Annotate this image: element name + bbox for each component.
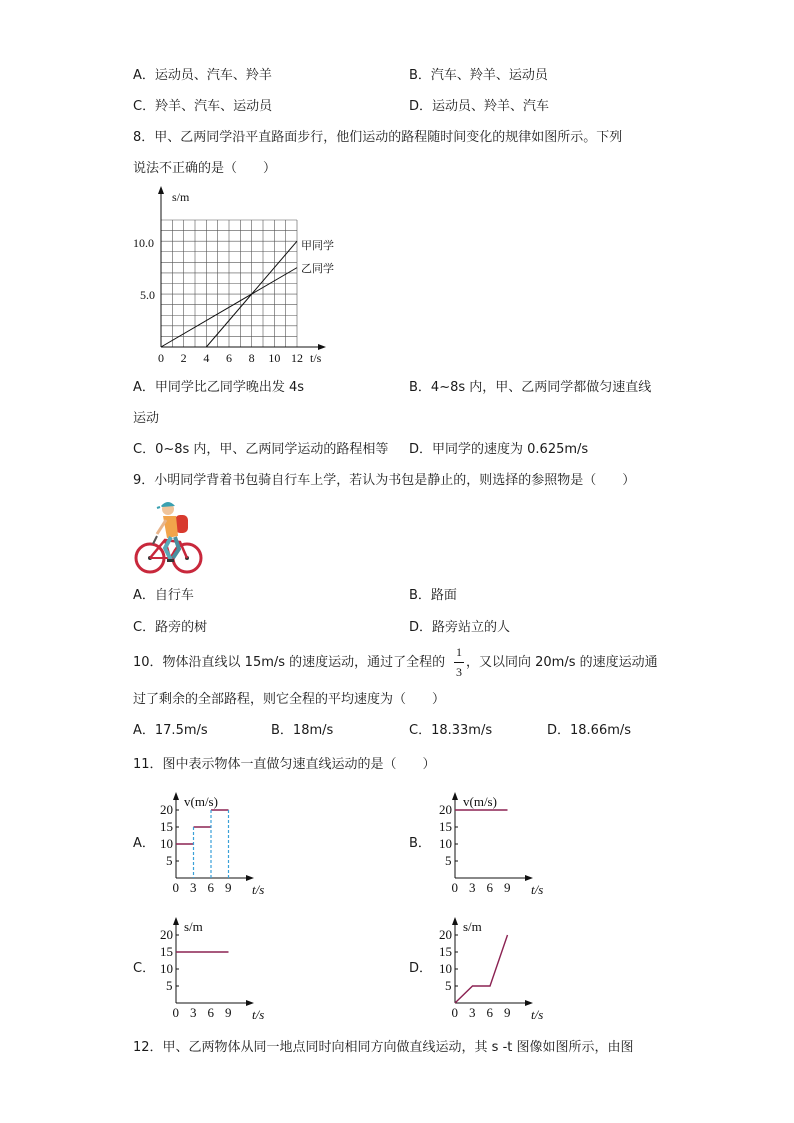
q11-d-ytick-label: 10 (439, 961, 452, 976)
q10-option-a: A．17.5m/s (133, 723, 208, 738)
q9-option-b: B．路面 (409, 588, 457, 603)
q11-b-xtick-label: 3 (469, 880, 476, 895)
q11-d-x-arrow (525, 1000, 533, 1006)
q11-a-ytick-label: 15 (160, 819, 173, 834)
q8-xtick-label: 10 (268, 351, 281, 365)
q11-c-xtick-label: 3 (190, 1005, 197, 1020)
q11-b-x-arrow (525, 875, 533, 881)
q8-legend-jia: 甲同学 (301, 239, 334, 252)
q9-stem: 9．小明同学背着书包骑自行车上学，若认为书包是静止的，则选择的参照物是（ ） (133, 473, 636, 488)
q10-stem-line1-b: ，又以同向 20m/s 的速度运动通 (466, 655, 658, 670)
q10-option-b: B．18m/s (271, 723, 334, 738)
q11-d-ytick-label: 15 (439, 944, 452, 959)
q7-option-b: B．汽车、羚羊、运动员 (409, 68, 548, 83)
q11-c-ylabel: s/m (184, 919, 203, 934)
q11-label-b: B． (409, 836, 431, 851)
q9-option-c: C．路旁的树 (133, 620, 208, 635)
q11-c-ytick-label: 10 (160, 961, 173, 976)
q11-b-ylabel: v(m/s) (463, 794, 497, 809)
q8-ytick-5: 5.0 (140, 288, 155, 302)
q11-label-d: D． (409, 961, 433, 976)
q11-b-y-arrow (452, 792, 458, 800)
q11-b-ytick-label: 10 (439, 836, 452, 851)
q11-a-x-arrow (246, 875, 254, 881)
q8-xtick-label: 4 (203, 351, 210, 365)
q11-label-c: C． (133, 961, 156, 976)
q11-c-xtick-label: 0 (172, 1005, 179, 1020)
q8-xtick-label: 2 (180, 351, 187, 365)
q11-d-xtick-label: 3 (469, 1005, 476, 1020)
q9-option-a: A．自行车 (133, 588, 194, 603)
q11-c-xtick-label: 9 (225, 1005, 232, 1020)
q11-c-ytick-label: 5 (166, 978, 173, 993)
q12-stem: 12．甲、乙两物体从同一地点同时向相同方向做直线运动，其 s -t 图像如图所示，由图 (133, 1040, 634, 1055)
q11-a-xtick-label: 9 (225, 880, 232, 895)
q11-a-xtick-label: 3 (190, 880, 197, 895)
q10-fraction-denominator: 3 (456, 665, 462, 679)
q11-graph-d (439, 917, 543, 1022)
q11-d-xlabel: t/s (531, 1007, 544, 1022)
q11-b-ytick-label: 5 (445, 853, 452, 868)
q11-b-ytick-label: 15 (439, 819, 452, 834)
q11-d-xtick-label: 6 (486, 1005, 493, 1020)
q8-ytick-10: 10.0 (133, 236, 154, 250)
q8-option-b: B．4~8s 内，甲、乙两同学都做匀速直线 (409, 380, 652, 395)
q11-a-ytick-label: 10 (160, 836, 173, 851)
q8-stem-line2: 说法不正确的是（ ） (133, 161, 277, 176)
q11-stem: 11．图中表示物体一直做匀速直线运动的是（ ） (133, 757, 436, 772)
q11-graph-a (160, 792, 264, 897)
q10-option-c: C．18.33m/s (409, 723, 493, 738)
q11-c-y-arrow (173, 917, 179, 925)
q8-xtick-label: 6 (226, 351, 232, 365)
q11-a-y-arrow (173, 792, 179, 800)
q7-option-a: A．运动员、汽车、羚羊 (133, 68, 272, 83)
q10-fraction-numerator: 1 (456, 645, 462, 659)
q11-a-xlabel: t/s (252, 882, 265, 897)
q8-option-b-cont: 运动 (133, 411, 160, 426)
q11-d-xtick-label: 0 (451, 1005, 458, 1020)
q11-d-series-line (455, 935, 508, 1003)
q11-c-xtick-label: 6 (207, 1005, 214, 1020)
q11-a-ytick-label: 5 (166, 853, 173, 868)
q8-ylabel: s/m (172, 190, 190, 204)
q11-c-x-arrow (246, 1000, 254, 1006)
q8-legend-yi: 乙同学 (301, 262, 334, 275)
q11-d-y-arrow (452, 917, 458, 925)
q11-d-ytick-label: 20 (439, 927, 452, 942)
q11-c-xlabel: t/s (252, 1007, 265, 1022)
q11-c-ytick-label: 15 (160, 944, 173, 959)
q7-option-c: C．羚羊、汽车、运动员 (133, 99, 273, 114)
q11-a-xtick-label: 6 (207, 880, 214, 895)
q11-b-xtick-label: 0 (451, 880, 458, 895)
q11-b-xtick-label: 6 (486, 880, 493, 895)
q10-stem-line1-a: 10．物体沿直线以 15m/s 的速度运动，通过了全程的 (133, 655, 446, 670)
q11-d-ytick-label: 5 (445, 978, 452, 993)
q11-graph-c (160, 917, 264, 1022)
q11-d-ylabel: s/m (463, 919, 482, 934)
q11-b-xtick-label: 9 (504, 880, 511, 895)
q11-a-xtick-label: 0 (172, 880, 179, 895)
q10-option-d: D．18.66m/s (547, 723, 632, 738)
q9-option-d: D．路旁站立的人 (409, 620, 511, 635)
q11-d-xtick-label: 9 (504, 1005, 511, 1020)
q8-xlabel: t/s (310, 351, 322, 365)
q8-xtick-label: 12 (291, 351, 303, 365)
q8-xtick-label: 0 (158, 351, 164, 365)
q11-a-ylabel: v(m/s) (184, 794, 218, 809)
q10-stem-line2: 过了剩余的全部路程，则它全程的平均速度为（ ） (133, 692, 446, 707)
q11-c-ytick-label: 20 (160, 927, 173, 942)
q8-option-a: A．甲同学比乙同学晚出发 4s (133, 380, 305, 395)
q7-option-d: D．运动员、羚羊、汽车 (409, 99, 550, 114)
q11-b-ytick-label: 20 (439, 802, 452, 817)
q11-label-a: A． (133, 836, 155, 851)
q11-a-ytick-label: 20 (160, 802, 173, 817)
q8-xtick-label: 8 (248, 351, 255, 365)
q8-stem-line1: 8．甲、乙两同学沿平直路面步行，他们运动的路程随时间变化的规律如图所示。下列 (133, 130, 623, 145)
q8-option-c: C．0~8s 内，甲、乙两同学运动的路程相等 (133, 442, 389, 457)
q11-b-xlabel: t/s (531, 882, 544, 897)
q8-option-d: D．甲同学的速度为 0.625m/s (409, 442, 589, 457)
q11-graph-b (439, 792, 543, 897)
